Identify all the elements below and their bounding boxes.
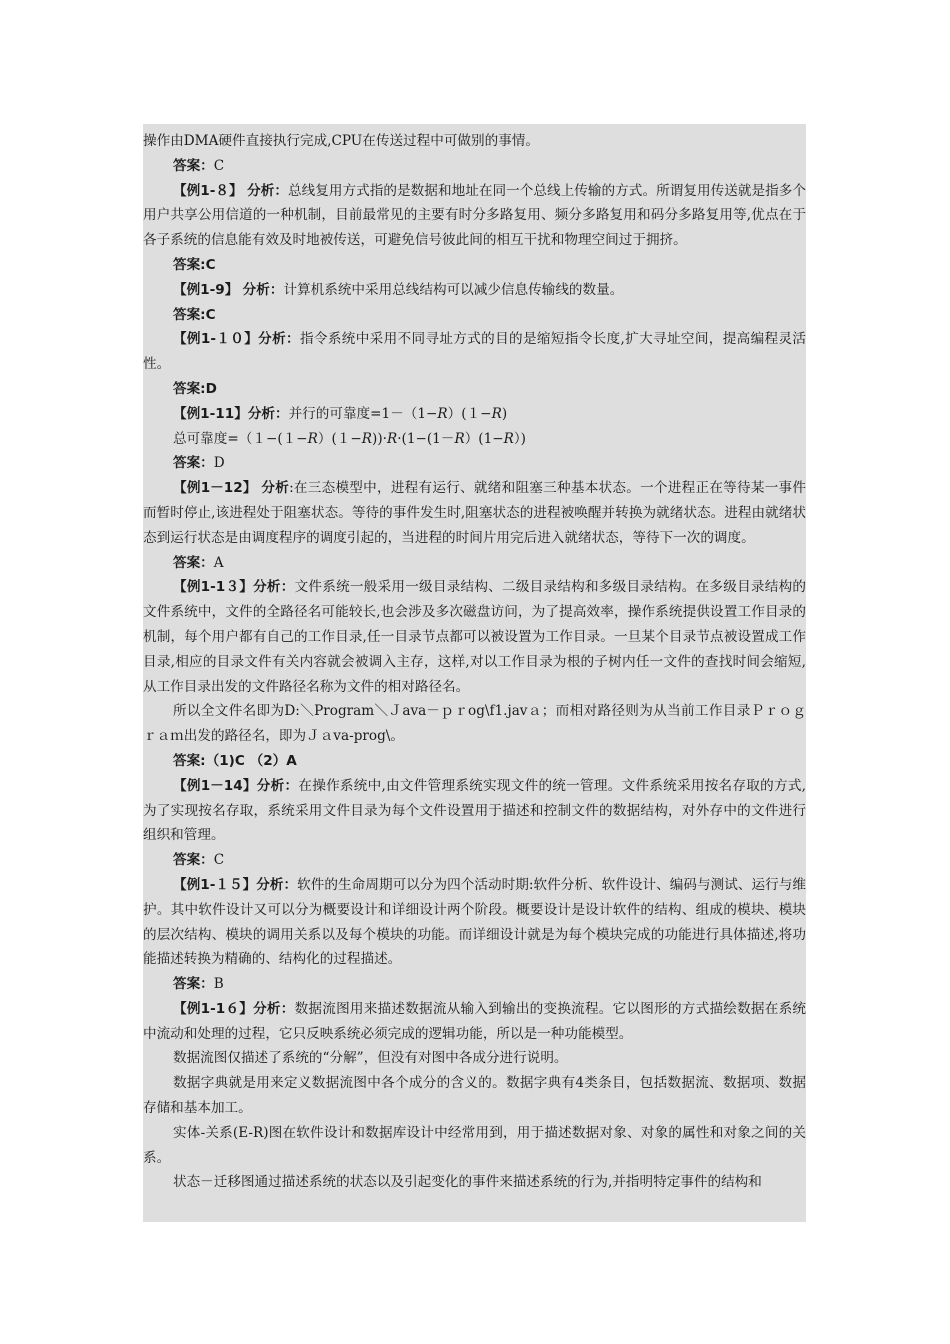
example-1-15 <box>143 873 806 972</box>
example-1-16 <box>143 997 806 1047</box>
paragraph-er <box>143 1121 806 1171</box>
example-label: 【例1-9】 <box>173 281 239 298</box>
answer-line <box>143 848 806 873</box>
answer-line <box>143 303 806 328</box>
analysis-tag: 分析： <box>242 281 284 298</box>
answer-value: C <box>213 852 225 869</box>
answer-text: 答案:C <box>173 256 216 273</box>
analysis-tag: 分析 <box>261 480 290 497</box>
answer-value: C <box>213 157 225 174</box>
path-text: 所以全文件名即为D:＼Program＼Ｊava－ｐｒog\f1.javａ；而相对路径则为从当前工作目录Ｐｒｏｇｒａｍ出发的路径名，即为Ｊａva-prog\。 <box>143 703 806 745</box>
formula-part: ·(1−(1－ <box>397 430 455 447</box>
analysis-text: 在操作系统中,由文件管理系统实现文件的统一管理。文件系统采用按名存取的方式,为了实现按名存取，系统采用文件目录为每个文件设置用于描述和控制文件的数据结构，对外存中的文件进行组织和管理。 <box>143 777 806 844</box>
example-label: 【例1－12】 <box>173 480 257 497</box>
analysis-text: :在三态模型中，进程有运行、就绪和阻塞三种基本状态。一个进程正在等待某一事件而暂时停止,该进程处于阻塞状态。等待的事件发生时,阻塞状态的进程被唤醒并转换为就绪状态。进程由就绪状态到运行状态是由调度程序的调度引起的，当进程的时间片用完后进入就绪状态，等待下一次的调度。 <box>143 480 807 546</box>
body-text: 数据流图仅描述了系统的“分解”，但没有对图中各成分进行说明。 <box>173 1050 568 1067</box>
example-1-14 <box>143 774 806 848</box>
formula-part: ）(１− <box>317 430 362 447</box>
formula-variable: R <box>386 430 398 447</box>
formula-variable: R <box>503 430 514 447</box>
example-label: 【例1－14】 <box>173 777 257 794</box>
body-text: 状态－迁移图通过描述系统的状态以及引起变化的事件来描述系统的行为,并指明特定事件的结构和 <box>173 1174 762 1191</box>
example-1-8 <box>143 179 806 253</box>
formula-part: ）) <box>513 430 526 447</box>
answer-text: 答案:（1)C （2）A <box>173 752 297 769</box>
document-page <box>143 124 806 1222</box>
answer-value: B <box>213 976 224 993</box>
dma-text: 操作由DMA硬件直接执行完成,CPU在传送过程中可做别的事情。 <box>143 133 539 149</box>
example-label: 【例1-1３】 <box>173 579 254 596</box>
answer-line <box>143 972 806 997</box>
answer-label: 答案： <box>173 157 214 174</box>
answer-label: 答案： <box>173 455 214 472</box>
paragraph-data-dictionary <box>143 1071 806 1121</box>
example-1-11 <box>143 402 806 427</box>
answer-line <box>143 253 806 278</box>
paragraph-dfd <box>143 1046 806 1071</box>
formula-variable: R <box>307 430 318 447</box>
formula-variable: R <box>437 405 448 422</box>
answer-line <box>143 377 806 402</box>
total-reliability-formula <box>143 427 806 452</box>
analysis-text: 数据流图用来描述数据流从输入到输出的变换流程。它以图形的方式描绘数据在系统中流动和处理的过程，它只反映系统必须完成的逻辑功能，所以是一种功能模型。 <box>143 1000 806 1042</box>
example-label: 【例1-1６】 <box>173 1000 254 1017</box>
formula-part: ）(１− <box>447 405 492 422</box>
paragraph-state <box>143 1170 806 1195</box>
analysis-tag: 分析： <box>247 182 288 199</box>
example-label: 【例1-１０】 <box>173 331 259 348</box>
formula-part: ）(1− <box>464 430 504 447</box>
analysis-text: 指令系统中采用不同寻址方式的目的是缩短指令长度,扩大寻址空间，提高编程灵活性。 <box>143 331 806 373</box>
formula-variable: R <box>454 430 465 447</box>
analysis-text: 文件系统一般采用一级目录结构、二级目录结构和多级目录结构。在多级目录结构的文件系统中，文件的全路径名可能较长,也会涉及多次磁盘访问，为了提高效率，操作系统提供设置工作目录的机制，每个用户都有自己的工作目录,任一目录节点都可以被设置为工作目录。一旦某个目录节点被设置成工作目录,相应的目录文件有关内容就会被调入主存，这样,对以工作目录为根的子树内任一文件的查找时间会缩短,从工作目录出发的文件路径名称为文件的相对路径名。 <box>143 579 806 695</box>
analysis-tag: 分析： <box>253 579 295 596</box>
body-text: 实体-关系(E-R)图在软件设计和数据库设计中经常用到，用于描述数据对象、对象的属性和对象之间的关系。 <box>143 1124 806 1166</box>
formula-part: ))· <box>372 430 387 447</box>
example-label: 【例1-11】 <box>173 405 248 422</box>
path-explanation <box>143 699 806 749</box>
answer-line <box>143 551 806 576</box>
body-text: 数据字典就是用来定义数据流图中各个成分的含义的。数据字典有4类条目，包括数据流、数据项、数据存储和基本加工。 <box>143 1075 806 1117</box>
answer-label: 答案： <box>173 976 214 993</box>
answer-line <box>143 451 806 476</box>
answer-value: D <box>213 455 225 472</box>
analysis-tag: 分析： <box>256 777 299 794</box>
formula-variable: R <box>361 430 373 447</box>
analysis-text: 软件的生命周期可以分为四个活动时期:软件分析、软件设计、编码与测试、运行与维护。其中软件设计又可以分为概要设计和详细设计两个阶段。概要设计是设计软件的结构、组成的模块、模块的层次结构、模块的调用关系以及每个模块的功能。而详细设计就是为每个模块完成的功能进行具体描述,将功能描述转换为精确的、结构化的过程描述。 <box>143 876 806 968</box>
analysis-tag: 分析： <box>247 405 289 422</box>
example-1-10 <box>143 327 806 377</box>
answer-line <box>143 749 806 774</box>
answer-text: 答案:C <box>173 306 216 323</box>
answer-line <box>143 154 806 179</box>
analysis-text: 计算机系统中采用总线结构可以减少信息传输线的数量。 <box>283 281 624 298</box>
example-1-9 <box>143 278 806 303</box>
answer-label: 答案： <box>173 554 214 571</box>
answer-label: 答案： <box>173 852 214 869</box>
example-label: 【例1-８】 <box>173 182 243 199</box>
example-label: 【例1-１５】 <box>173 876 257 893</box>
example-1-13 <box>143 575 806 699</box>
analysis-text: 总线复用方式指的是数据和地址在同一个总线上传输的方式。所谓复用传送就是指多个用户共享公用信道的一种机制，目前最常见的主要有时分多路复用、频分多路复用和码分多路复用等,优点在于各子系统的信息能有效及时地被传送，可避免信号彼此间的相互干扰和物理空间过于拥挤。 <box>143 182 807 249</box>
formula-variable: R <box>491 405 502 422</box>
analysis-tag: 分析： <box>256 876 298 893</box>
analysis-tag: 分析： <box>258 331 300 348</box>
formula-part: 并行的可靠度=1－（1− <box>288 405 438 422</box>
formula-part: ) <box>501 405 508 422</box>
paragraph-dma <box>143 129 806 154</box>
analysis-tag: 分析： <box>253 1000 295 1017</box>
answer-value: A <box>213 554 224 571</box>
example-1-12 <box>143 476 806 550</box>
answer-text: 答案:D <box>173 380 217 397</box>
formula-part: 总可靠度=（１−(１− <box>173 430 308 447</box>
